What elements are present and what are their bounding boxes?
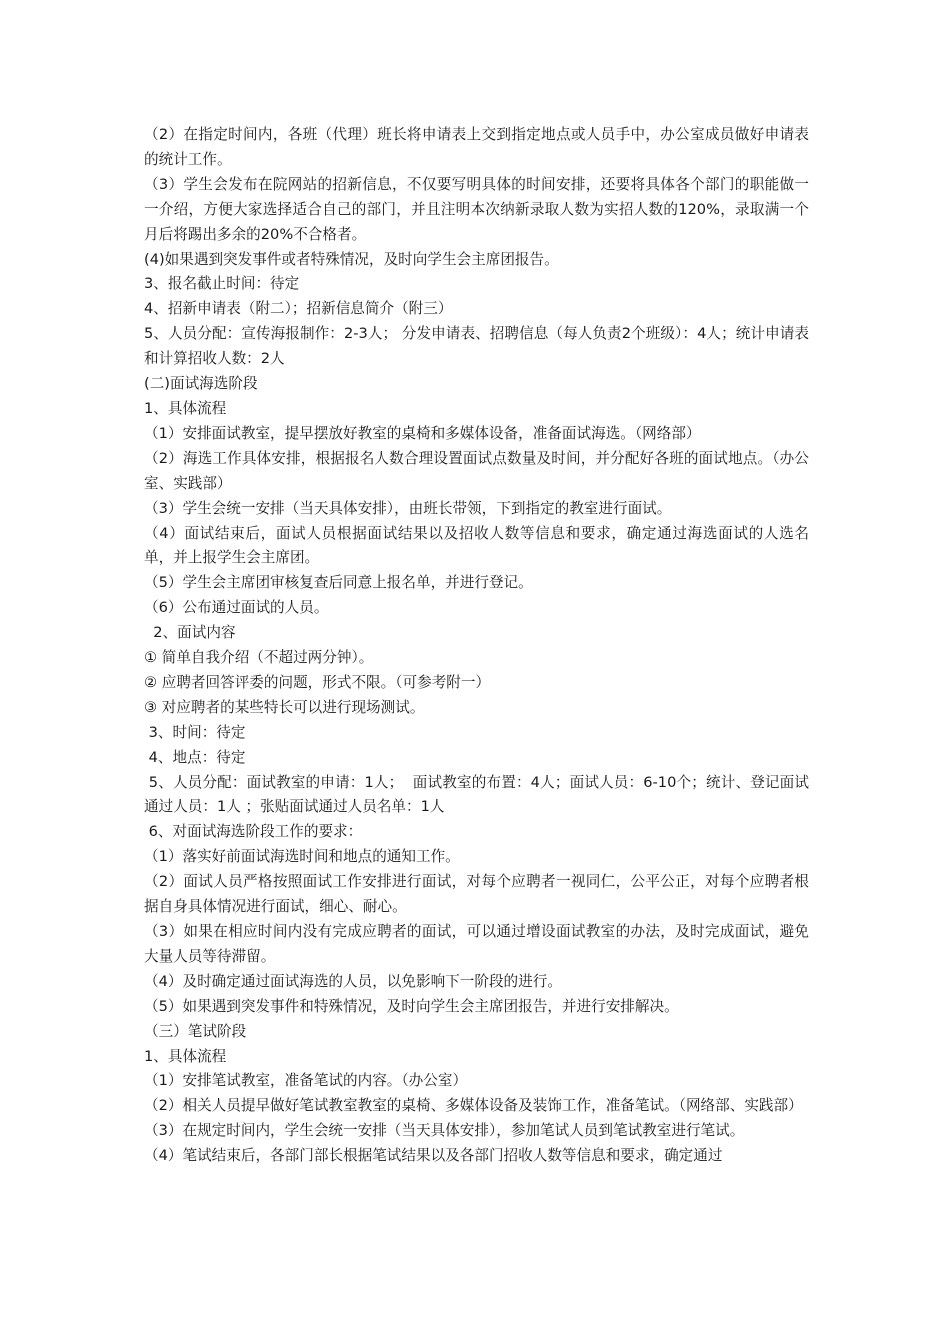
paragraph: (4)如果遇到突发事件或者特殊情况，及时向学生会主席团报告。 bbox=[144, 250, 559, 268]
paragraph: 5、人员分配：宣传海报制作：2-3人； 分发申请表、招聘信息（每人负责2个班级）：4人；统计申请表和计算招收人数：2人 bbox=[144, 325, 809, 368]
paragraph: 6、对面试海选阶段工作的要求： bbox=[144, 823, 363, 841]
paragraph: （2）相关人员提早做好笔试教室教室的桌椅、多媒体设备及装饰工作，准备笔试。（网络部、实践部） bbox=[144, 1097, 803, 1115]
paragraph: 4、地点：待定 bbox=[144, 748, 246, 766]
paragraph: （1）安排面试教室，提早摆放好教室的桌椅和多媒体设备，准备面试海选。（网络部） bbox=[144, 424, 701, 442]
paragraph: （3）学生会发布在院网站的招新信息，不仅要写明具体的时间安排，还要将具体各个部门的职能做一一介绍，方便大家选择适合自己的部门，并且注明本次纳新录取人数为实招人数的120%，录取满一个月后将踢出多余的20%不合格者。 bbox=[144, 175, 809, 243]
paragraph: 4、招新申请表（附二）；招新信息简介（附三） bbox=[144, 300, 453, 318]
paragraph: （1）落实好前面试海选时间和地点的通知工作。 bbox=[144, 848, 460, 866]
paragraph: 3、报名截止时间：待定 bbox=[144, 275, 300, 293]
paragraph: （3）在规定时间内，学生会统一安排（当天具体安排），参加笔试人员到笔试教室进行笔试。 bbox=[144, 1122, 745, 1140]
paragraph: （4）及时确定通过面试海选的人员，以免影响下一阶段的进行。 bbox=[144, 972, 562, 990]
paragraph: 3、时间：待定 bbox=[144, 723, 246, 741]
paragraph: （4）笔试结束后，各部门部长根据笔试结果以及各部门招收人数等信息和要求，确定通过 bbox=[144, 1147, 723, 1165]
paragraph: （5）学生会主席团审核复查后同意上报名单，并进行登记。 bbox=[144, 574, 533, 592]
paragraph: （4）面试结束后，面试人员根据面试结果以及招收人数等信息和要求，确定通过海选面试的人选名单，并上报学生会主席团。 bbox=[144, 524, 809, 567]
list-item: ② 应聘者回答评委的问题，形式不限。（可参考附一） bbox=[144, 673, 491, 691]
section-heading: （三）笔试阶段 bbox=[144, 1022, 247, 1040]
paragraph: （2）面试人员严格按照面试工作安排进行面试，对每个应聘者一视同仁，公平公正，对每个应聘者根据自身具体情况进行面试，细心、耐心。 bbox=[144, 873, 809, 916]
document-body bbox=[144, 123, 809, 1169]
paragraph: 5、人员分配：面试教室的申请：1人； 面试教室的布置：4人；面试人员：6-10个；统计、登记面试通过人员：1人 ；张贴面试通过人员名单：1人 bbox=[144, 773, 809, 816]
subsection-heading: 2、面试内容 bbox=[144, 624, 236, 642]
subsection-heading: 1、具体流程 bbox=[144, 1047, 227, 1065]
list-item: ③ 对应聘者的某些特长可以进行现场测试。 bbox=[144, 698, 425, 716]
paragraph: （5）如果遇到突发事件和特殊情况，及时向学生会主席团报告，并进行安排解决。 bbox=[144, 997, 679, 1015]
list-item: ① 简单自我介绍（不超过两分钟）。 bbox=[144, 649, 374, 667]
paragraph: （1）安排笔试教室，准备笔试的内容。（办公室） bbox=[144, 1072, 468, 1090]
paragraph: （2）海选工作具体安排，根据报名人数合理设置面试点数量及时间，并分配好各班的面试地点。（办公室、实践部） bbox=[144, 449, 809, 492]
subsection-heading: 1、具体流程 bbox=[144, 399, 227, 417]
paragraph: （2）在指定时间内，各班（代理）班长将申请表上交到指定地点或人员手中，办公室成员做好申请表的统计工作。 bbox=[144, 126, 809, 168]
paragraph: （6）公布通过面试的人员。 bbox=[144, 599, 329, 617]
section-heading: (二)面试海选阶段 bbox=[144, 375, 258, 393]
paragraph: （3）学生会统一安排（当天具体安排），由班长带领，下到指定的教室进行面试。 bbox=[144, 499, 672, 517]
paragraph: （3）如果在相应时间内没有完成应聘者的面试，可以通过增设面试教室的办法，及时完成面试，避免大量人员等待滞留。 bbox=[144, 923, 809, 965]
